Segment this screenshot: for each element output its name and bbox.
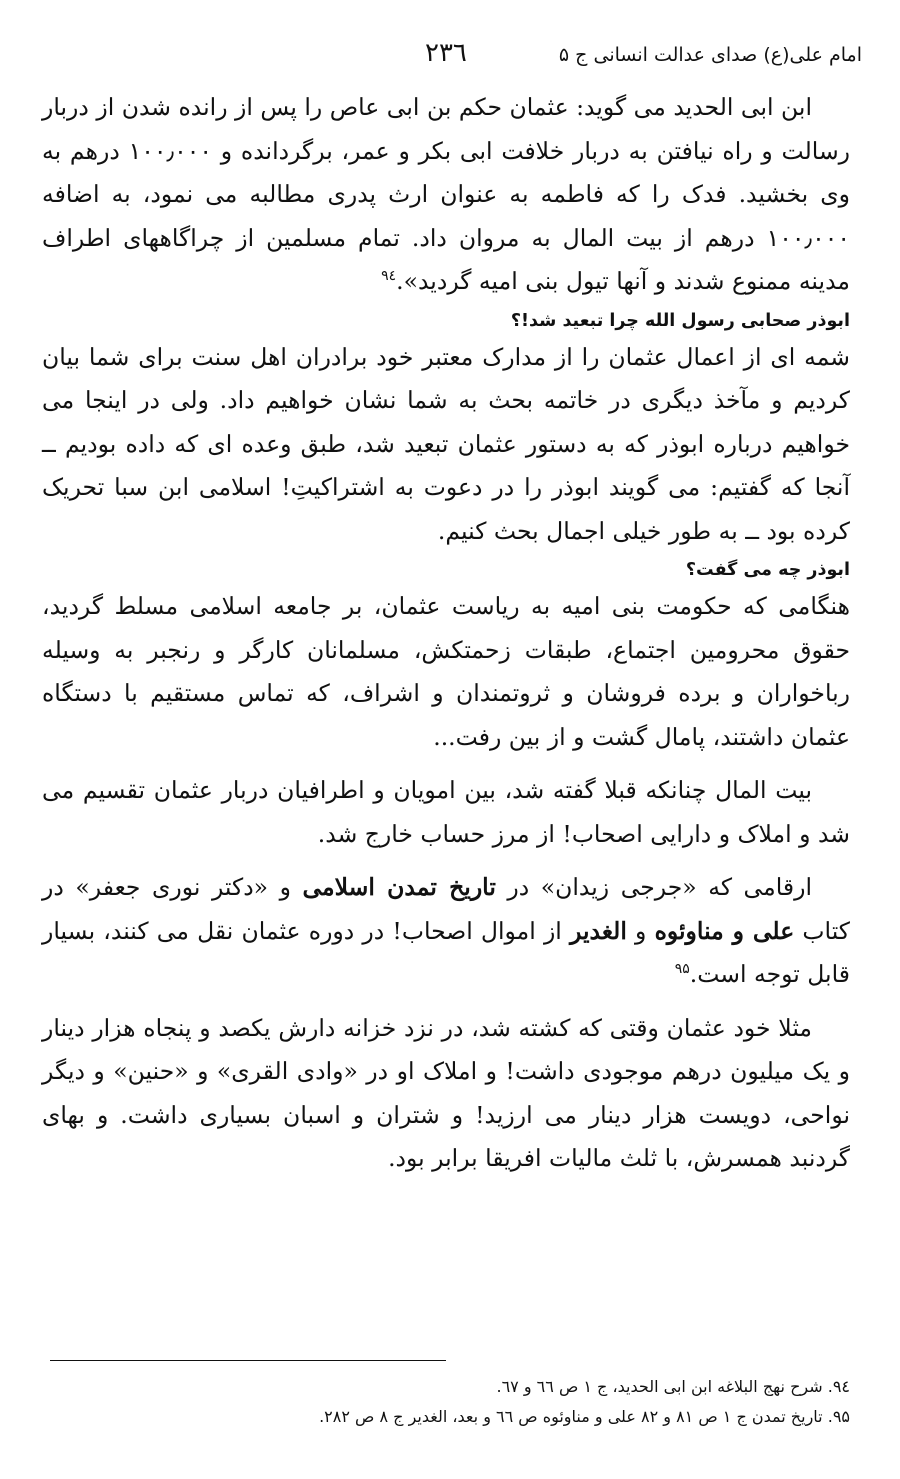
page-number: ۲۳٦ (425, 38, 467, 68)
paragraph-gap (42, 997, 850, 1007)
page-body (42, 86, 850, 1181)
book-title-tarikh-tamaddun: تاریخ تمدن اسلامی (302, 873, 496, 901)
text-run: و «دکتر نوری جعفر» در کتاب (42, 873, 850, 945)
text-run: از اموال اصحاب! در دوره عثمان نقل می کنند، بسیار قابل توجه است. (42, 916, 850, 988)
footnote-ref-94[interactable]: ۹٤ (381, 268, 397, 285)
paragraph-gap (42, 759, 850, 769)
page-header (60, 38, 862, 78)
footnotes (42, 1372, 850, 1432)
paragraph-uthman-wealth: مثلا خود عثمان وقتی که کشته شد، در نزد خزانه دارش یکصد و پنجاه هزار دینار و یک میلیون درهم موجودی داشت! و املاک او در «وادی القری» و «حنین» و دیگر نواحی، دویست هزار دینار می ارزید! و شتران و اسبان بسیاری داشت. و بهای گردنبد همسرش، با ثلث مالیات افریقا برابر بود. (42, 1013, 850, 1172)
paragraph-text: ابن ابی الحدید می گوید: عثمان حکم بن ابی عاص را پس از رانده شدن از دربار رسالت و راه نیافتن به دربار خلافت ابی بکر و عمر، برگردانده و ۱۰۰٫۰۰۰ درهم به وی بخشید. فدک را که فاطمه به عنوان ارث پدری مطالبه می نمود، به اضافه ۱۰۰٫۰۰۰ درهم از بیت المال به مروان داد. تمام مسلمین از چراگاههای اطراف مدینه ممنوع شدند و آنها تیول بنی امیه گردید». (42, 93, 850, 295)
paragraph-umayyad-rule: هنگامی که حکومت بنی امیه به ریاست عثمان، بر جامعه اسلامی مسلط گردید، حقوق محرومین اجتماع، طبقات زحمتکش، مسلمانان کارگر و رنجبر به وسیله رباخواران و برده فروشان و ثروتمندان و اشراف، که تماس مستقیم با دستگاه عثمان داشتند، پامال گشت و از بین رفت... (42, 592, 850, 751)
paragraph-figures (42, 866, 850, 997)
book-title-ali-wa-munawiuh: علی و مناوئوه (654, 916, 795, 945)
text-run: و (626, 916, 655, 945)
section-heading-abuzar-exile: ابوذر صحابی رسول الله چرا تبعید شد!؟ (510, 310, 850, 331)
paragraph-gap (42, 856, 850, 866)
paragraph-ibn-abi-al-hadid (42, 86, 850, 304)
footnote-separator (50, 1360, 446, 1361)
footnote-ref-95[interactable]: ۹۵ (674, 961, 690, 978)
text-run: ارقامی که «جرجی زیدان» در (495, 873, 812, 901)
running-title: امام علی(ع) صدای عدالت انسانی ج ۵ (558, 44, 862, 66)
book-title-al-ghadir: الغدیر (570, 916, 627, 945)
paragraph-abuzar-intro: شمه ای از اعمال عثمان را از مدارک معتبر خود برادران اهل سنت برای شما بیان کردیم و مآخذ دیگری در خاتمه بحث به شما نشان خواهیم داد. ولی در اینجا می خواهیم درباره ابوذر که به دستور عثمان تبعید شد، طبق وعده ای که داده بودیم ــ آنجا که گفتیم: می گویند ابوذر را در دعوت به اشتراکیتِ! اسلامی ابن سبا تحریک کرده بود ــ به طور خیلی اجمال بحث کنیم. (42, 342, 850, 545)
footnote-94: ۹٤. شرح نهج البلاغه ابن ابی الحدید، ج ۱ ص ٦٦ و ٦۷. (496, 1377, 850, 1396)
section-heading-abuzar-said: ابوذر چه می گفت؟ (685, 560, 850, 580)
paragraph-treasury: بیت المال چنانکه قبلا گفته شد، بین امویان و اطرافیان دربار عثمان تقسیم می شد و املاک و دارایی اصحاب! از مرز حساب خارج شد. (42, 776, 850, 848)
footnote-95: ۹۵. تاریخ تمدن ج ۱ ص ۸۱ و ۸۲ علی و مناوئوه ص ٦٦ و بعد، الغدیر ج ۸ ص ۲۸۲. (319, 1407, 850, 1426)
